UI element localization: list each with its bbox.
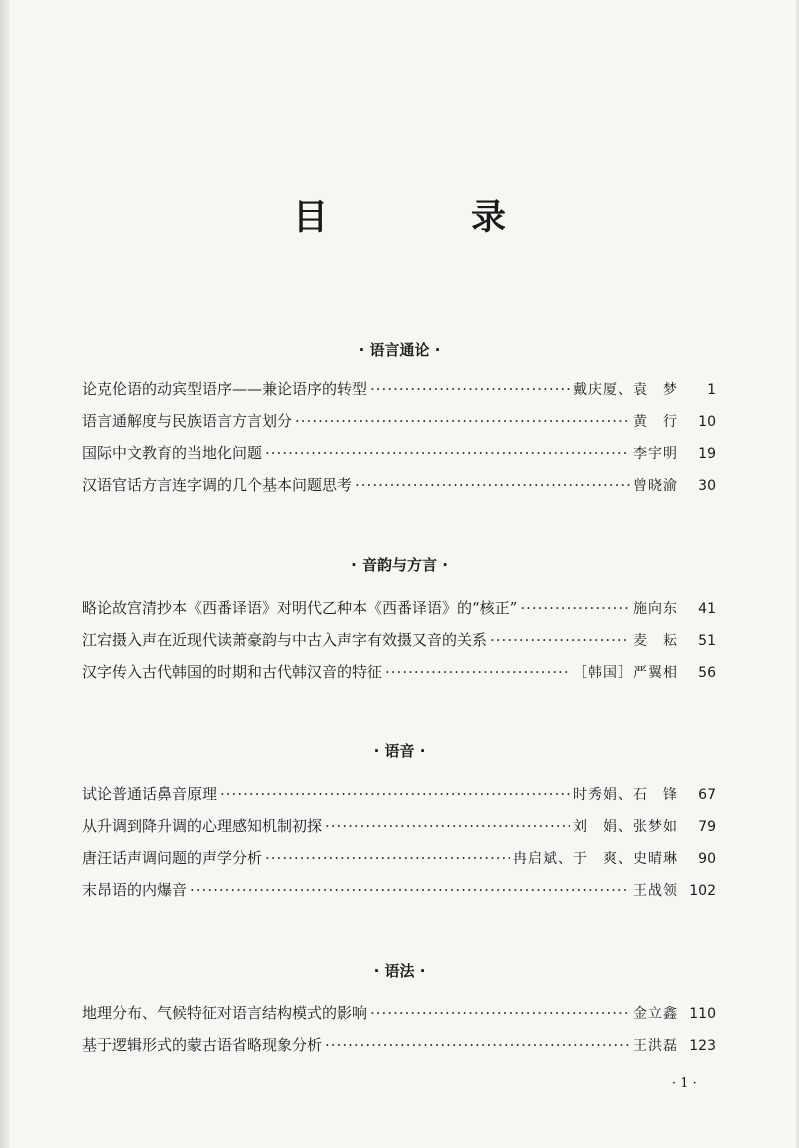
toc-entry[interactable] <box>82 846 716 870</box>
entry-title: 国际中文教育的当地化问题 <box>82 444 263 462</box>
toc-entry[interactable] <box>82 814 716 838</box>
entry-author: 戴庆厦、袁 梦 <box>573 382 678 398</box>
dot-leader <box>295 409 630 433</box>
entry-page: 79 <box>698 819 716 835</box>
toc-entry[interactable] <box>82 1033 716 1057</box>
entry-author: 王战领 <box>633 883 678 899</box>
entry-author: 麦 耘 <box>633 633 678 649</box>
dot-leader <box>325 814 570 838</box>
section-heading-grammar: · 语法 · <box>373 962 426 980</box>
entry-title: 基于逻辑形式的蒙古语省略现象分析 <box>82 1036 323 1054</box>
entry-page: 123 <box>689 1038 716 1054</box>
entry-title: 末昂语的内爆音 <box>82 881 188 899</box>
entry-title: 地理分布、气候特征对语言结构模式的影响 <box>82 1004 368 1022</box>
entry-page: 56 <box>698 665 716 681</box>
entry-author: 施向东 <box>633 601 678 617</box>
dot-leader <box>265 846 510 870</box>
toc-entry[interactable] <box>82 1001 716 1025</box>
entry-author: 刘 娟、张梦如 <box>573 819 678 835</box>
toc-entry[interactable] <box>82 628 716 652</box>
toc-entry[interactable] <box>82 660 716 684</box>
entry-title: 江宕摄入声在近现代读萧豪韵与中古入声字有效摄又音的关系 <box>82 631 488 649</box>
entry-page: 67 <box>698 787 716 803</box>
entry-title: 汉语官话方言连字调的几个基本问题思考 <box>82 476 353 494</box>
entry-page: 19 <box>698 446 716 462</box>
entry-page: 10 <box>698 414 716 430</box>
entry-page: 51 <box>698 633 716 649</box>
page-title: 目 录 <box>292 198 560 238</box>
dot-leader <box>190 878 630 902</box>
page-number: · 1 · <box>672 1076 697 1091</box>
entry-page: 90 <box>698 851 716 867</box>
entry-title: 语言通解度与民族语言方言划分 <box>82 412 293 430</box>
dot-leader <box>325 1033 630 1057</box>
section-heading-phonetics: · 语音 · <box>373 742 426 760</box>
dot-leader <box>370 377 570 401</box>
toc-entry[interactable] <box>82 878 716 902</box>
entry-title: 唐汪话声调问题的声学分析 <box>82 849 263 867</box>
entry-title: 略论故宫清抄本《西番译语》对明代乙种本《西番译语》的“核正” <box>82 599 518 617</box>
entry-title: 汉字传入古代韩国的时期和古代韩汉音的特征 <box>82 663 383 681</box>
dot-leader <box>490 628 630 652</box>
entry-author: 王洪磊 <box>633 1038 678 1054</box>
entry-page: 1 <box>707 382 716 398</box>
entry-title: 论克伦语的动宾型语序——兼论语序的转型 <box>82 380 368 398</box>
entry-author: 金立鑫 <box>633 1006 678 1022</box>
section-heading-phonology-dialects: · 音韵与方言 · <box>351 556 448 574</box>
entry-author: 冉启斌、于 爽、史晴琳 <box>513 851 678 867</box>
toc-entry[interactable] <box>82 377 716 401</box>
toc-entry[interactable] <box>82 596 716 620</box>
entry-author: ［韩国］严翼相 <box>573 665 678 681</box>
entry-page: 30 <box>698 478 716 494</box>
entry-page: 102 <box>689 883 716 899</box>
dot-leader <box>385 660 570 684</box>
toc-entry[interactable] <box>82 441 716 465</box>
entry-page: 110 <box>689 1006 716 1022</box>
dot-leader <box>265 441 630 465</box>
toc-entry[interactable] <box>82 782 716 806</box>
entry-author: 李宇明 <box>633 446 678 462</box>
entry-author: 曾晓渝 <box>633 478 678 494</box>
dot-leader <box>220 782 570 806</box>
dot-leader <box>355 473 630 497</box>
dot-leader <box>520 596 630 620</box>
entry-author: 黄 行 <box>633 414 678 430</box>
entry-author: 时秀娟、石 锋 <box>573 787 678 803</box>
dot-leader <box>370 1001 630 1025</box>
entry-title: 从升调到降升调的心理感知机制初探 <box>82 817 323 835</box>
toc-entry[interactable] <box>82 409 716 433</box>
section-heading-general-linguistics: · 语言通论 · <box>358 341 441 359</box>
toc-entry[interactable] <box>82 473 716 497</box>
entry-page: 41 <box>698 601 716 617</box>
entry-title: 试论普通话鼻音原理 <box>82 785 218 803</box>
